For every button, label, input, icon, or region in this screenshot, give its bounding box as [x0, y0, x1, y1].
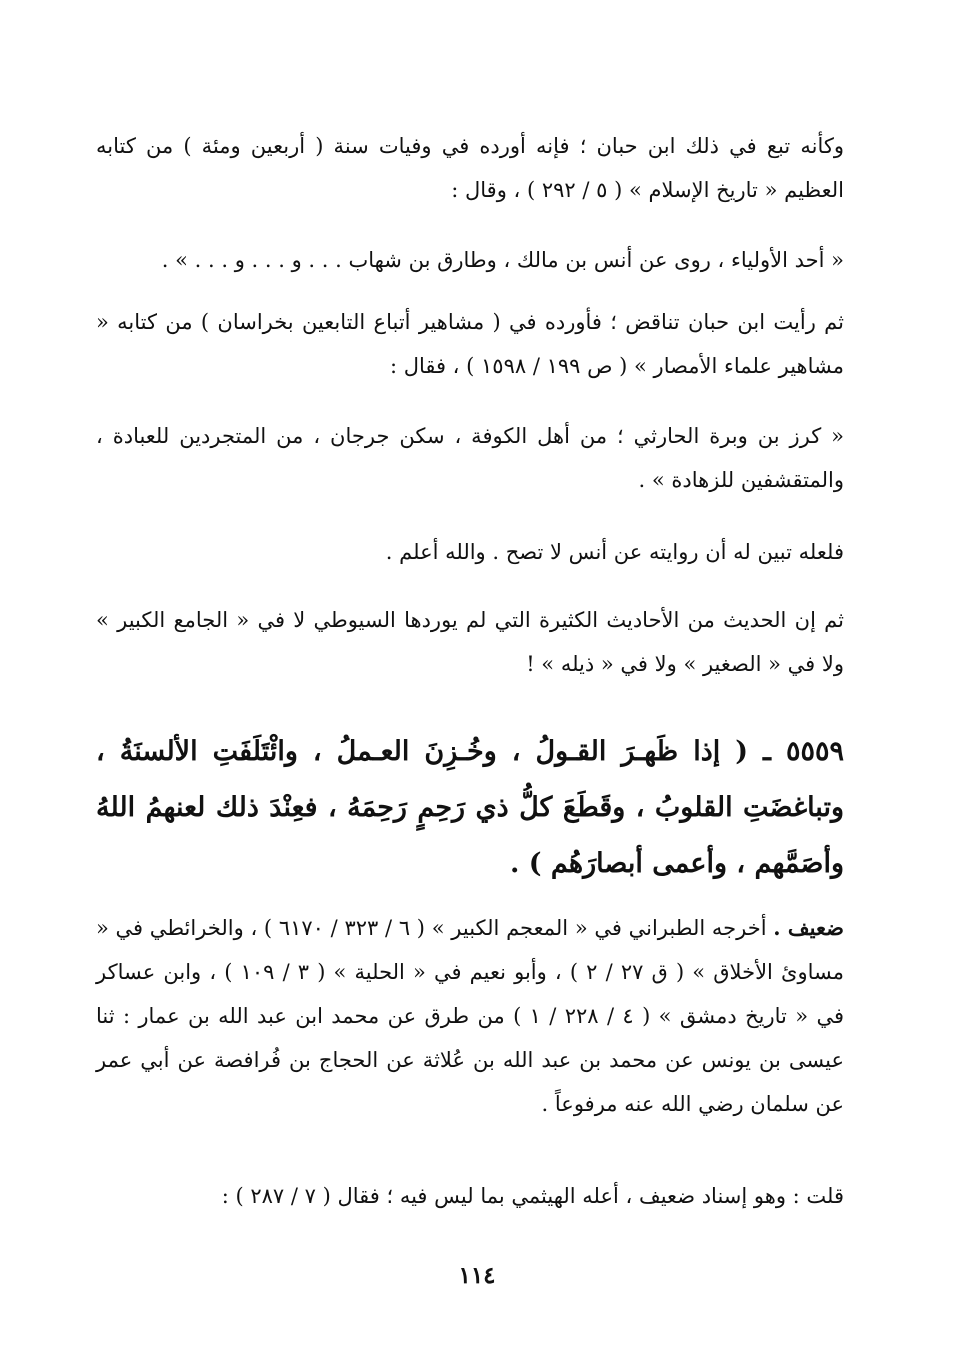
paragraph-6: قلت : وهو إسناد ضعيف ، أعله الهيثمي بما ليس فيه ؛ فقال ( ٧ / ٢٨٧ ) :	[221, 1184, 844, 1208]
paragraph-1: وكأنه تبع في ذلك ابن حبان ؛ فإنه أورده في وفيات سنة ( أربعين ومئة ) من كتابه العظيم « تاريخ الإسلام » ( ٥ / ٢٩٢ ) ، وقال :	[96, 134, 844, 202]
hadith-text: ٥٥٥٩ ـ ( إذا ظَهـرَ القـولُ ، وخُـزِنَ العـملُ ، وائْتَلَفَتِ الألسنَةُ ، وتباغضَتِ القلوبُ ، وقَطَعَ كلُّ ذي رَحِمٍ رَحِمَهُ ، فعِنْدَ ذلك لعنهمُ اللهُ وأصَمَّهم ، وأعمى أبصارَهُم ) .	[96, 736, 844, 879]
page-number: ١١٤	[458, 1262, 496, 1289]
paragraph-4: ثم إن الحديث من الأحاديث الكثيرة التي لم يوردها السيوطي لا في « الجامع الكبير » ولا في « الصغير » ولا في « ذيله » !	[96, 608, 844, 676]
paragraph-2: ثم رأيت ابن حبان تناقض ؛ فأورده في ( مشاهير أتباع التابعين بخراسان ) من كتابه « مشاهير علماء الأمصار » ( ص ١٩٩ / ١٥٩٨ ) ، فقال :	[96, 310, 844, 378]
grading-label: ضعيف .	[773, 915, 844, 940]
quote-2: « كرز بن وبرة الحارثي ؛ من أهل الكوفة ، سكن جرجان ، من المتجردين للعبادة ، والمتقشفين للزهادة » .	[96, 424, 844, 492]
paragraph-3: فلعله تبين له أن روايته عن أنس لا تصح . والله أعلم .	[385, 540, 844, 564]
quote-1: « أحد الأولياء ، روى عن أنس بن مالك ، وطارق بن شهاب . . . و . . . و . . . » .	[161, 248, 844, 272]
paragraph-5	[96, 906, 844, 1126]
takhrij-text: أخرجه الطبراني في « المعجم الكبير » ( ٦ / ٣٢٣ / ٦١٧٠ ) ، والخرائطي في « مساوئ الأخلاق » ( ق ٢٧ / ٢ ) ، وأبو نعيم في « الحلية » ( ٣ / ١٠٩ ) ، وابن عساكر في « تاريخ دمشق » ( ٤ / ٢٢٨ / ١ ) من طرق عن محمد ابن عبد الله بن عمار : ثنا عيسى بن يونس عن محمد بن عبد الله بن عُلاثة عن الحجاج بن فُرافصة عن أبي عمر عن سلمان رضي الله عنه مرفوعاً .	[96, 916, 844, 1116]
